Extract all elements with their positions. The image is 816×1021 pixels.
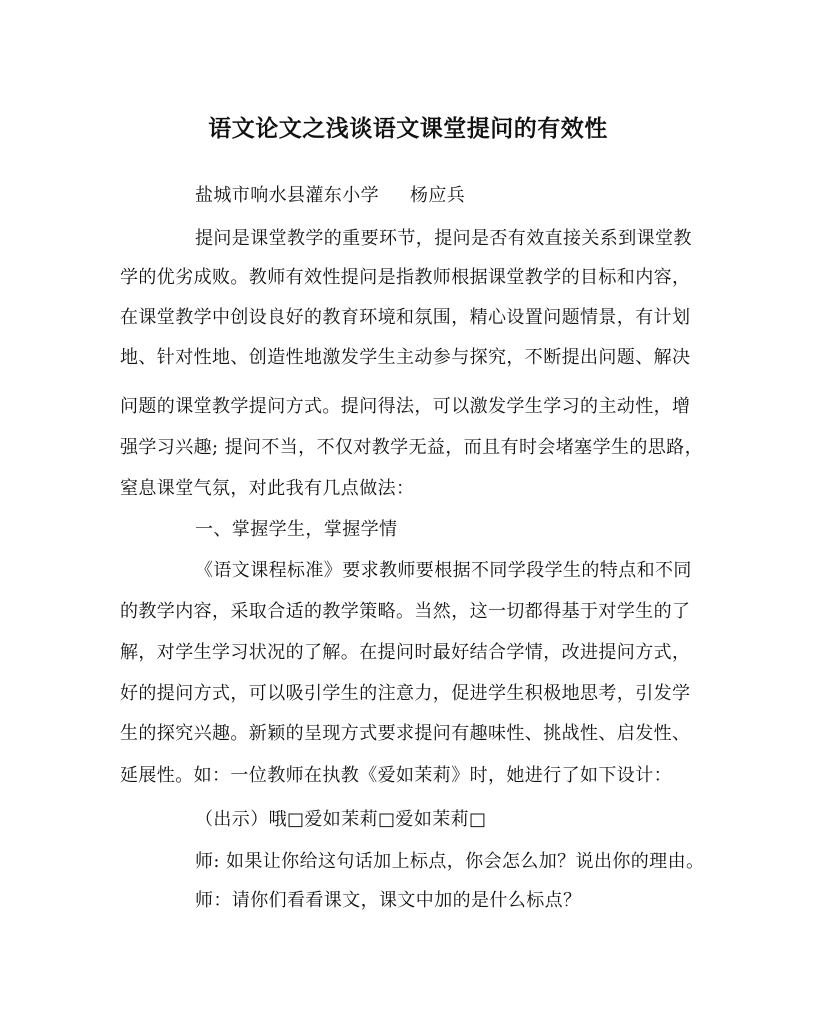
paragraph-line: 《语文课程标准》要求教师要根据不同学段学生的特点和不同 xyxy=(195,560,692,581)
paragraph-line: 提问是课堂教学的重要环节，提问是否有效直接关系到课堂教 xyxy=(195,228,692,249)
paragraph-line: 窒息课堂气氛，对此我有几点做法： xyxy=(120,478,415,499)
author-school: 盐城市响水县灌东小学 xyxy=(195,185,379,206)
paragraph-line: 延展性。如：一位教师在执教《爱如茉莉》时，她进行了如下设计： xyxy=(120,765,672,786)
section-heading: 一、掌握学生，掌握学情 xyxy=(195,519,398,540)
paragraph-line: 学的优劣成败。教师有效性提问是指教师根据课堂教学的目标和内容， xyxy=(120,267,691,288)
display-line: （出示）哦□爱如茉莉□爱如茉莉□ xyxy=(195,809,487,830)
paragraph-line: 好的提问方式，可以吸引学生的注意力，促进学生积极地思考，引发学 xyxy=(120,683,691,704)
paragraph-line: 在课堂教学中创设良好的教育环境和氛围，精心设置问题情景，有计划 xyxy=(120,307,691,328)
paragraph-line: 解，对学生学习状况的了解。在提问时最好结合学情，改进提问方式， xyxy=(120,642,691,663)
paragraph-line: 强学习兴趣; 提问不当，不仅对教学无益，而且有时会堵塞学生的思路， xyxy=(120,437,703,458)
dialogue-line: 师: 如果让你给这句话加上标点，你会怎么加？说出你的理由。 xyxy=(195,851,705,872)
paragraph-line: 的教学内容，采取合适的教学策略。当然，这一切都得基于对学生的了 xyxy=(120,601,691,622)
paragraph-line: 地、针对性地、创造性地激发学生主动参与探究，不断提出问题、解决 xyxy=(120,347,691,368)
paragraph-line: 生的探究兴趣。新颖的呈现方式要求提问有趣味性、挑战性、启发性、 xyxy=(120,723,691,744)
dialogue-line: 师：请你们看看课文，课文中加的是什么标点？ xyxy=(195,890,582,911)
document-title: 语文论文之浅谈语文课堂提问的有效性 xyxy=(208,115,608,142)
paragraph-line: 问题的课堂教学提问方式。提问得法，可以激发学生学习的主动性，增 xyxy=(120,396,691,417)
author-name: 杨应兵 xyxy=(410,185,466,206)
